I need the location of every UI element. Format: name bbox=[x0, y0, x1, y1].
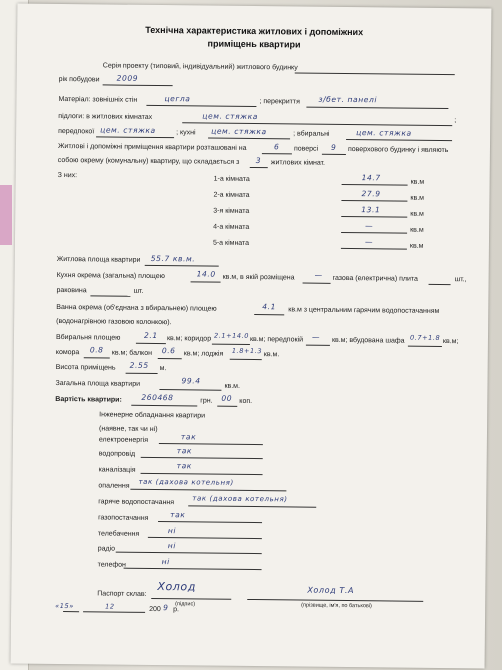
date-year-suffix: р. bbox=[173, 606, 180, 614]
utility-3-line bbox=[141, 473, 263, 475]
room-3-unit: кв.м bbox=[410, 210, 424, 218]
corridor-area-line bbox=[212, 344, 250, 345]
ceilings-label: ; перекриття bbox=[259, 98, 300, 106]
balcony-label: кв.м; балкон bbox=[111, 349, 153, 357]
living-area-line bbox=[145, 265, 219, 267]
utility-3-value: так bbox=[176, 461, 192, 471]
floors-living-value: цем. стяжка bbox=[202, 111, 258, 122]
location-text2: поверсі bbox=[293, 145, 319, 153]
cost-kop-value: 00 bbox=[221, 393, 233, 403]
utility-2-line bbox=[141, 457, 263, 459]
floor-number: 6 bbox=[273, 142, 280, 152]
utility-5-value: так (дахова котельня) bbox=[192, 494, 288, 504]
pantry-area-line bbox=[84, 357, 110, 358]
hall-area-line bbox=[306, 345, 330, 346]
document-page: Технічна характеристика житлових і допоміжних приміщень квартири Серія проекту (типовий, індивідуальний) житлового будинку рік побудови 2009 Матеріал: зовнішніх стін цегла ; перекриття з/бет. панелі підлоги: в житлових кімнатах цем. стяжка ; передпокої цем. стяжка ; кухні цем. стяжка ; вбиральні цем. стяжка Житлові і допоміжні приміщення квартири розташовані на 6 поверсі 9 поверхового будинку і являють собою окрему (комунальну) квартиру, що складається з 3 житлових кімнат. З них: 1-а кімната 14.7 кв.м 2-а кімната 27.9 кв.м 3-я кімната 13.1 кв.м 4-а кімната — кв.м 5-а кімната — кв.м Житлова площа квартири 55.7 кв.м. Кухня окрема (загальна) площею 14.0 кв.м, в якій розміщена — газова (електрична) плита шт., раковина шт. Ванна окрема (об'єднана з вбиральнею) площею 4.1 кв.м з центральним гарячим водопостачанням (водонагрівною газовою колонкою). Вбиральня площею 2.1 кв.м; коридор 2.1+14.0 кв.м; передпокій — кв.м; вбудована шафа 0.7+1.8 кв.м; комора 0.8 кв.м; балкон 0.6 кв.м; лоджія 1.8+1.3 кв.м. Висота приміщень 2.55 м. Загальна площа квартири 99.4 кв.м. Вартість квартири: 260468 грн. 00 коп. Інженерне обладнання квартири (наявне, так чи ні) електроенергія так водопровід так каналізація так опалення так (дахова котельня) гаряче водопостачання так (дахова котельня) газопостачання так телебачення ні радіо ні телефон ні Паспорт склав: Холод (підпис) Холод Т.А (прізвище, ім'я, по батькові) «15» 12 200 9 р. bbox=[11, 4, 492, 669]
wall-material-value: цегла bbox=[164, 94, 191, 104]
room-4-unit: кв.м bbox=[410, 226, 424, 234]
floor-number-line bbox=[262, 153, 292, 154]
loggia-area-line bbox=[230, 359, 262, 360]
living-area-value: 55.7 кв.м. bbox=[150, 253, 196, 264]
utility-4-line bbox=[130, 489, 286, 492]
utility-1-line bbox=[159, 443, 263, 445]
location-text5: житлових кімнат. bbox=[270, 159, 326, 167]
of-them-label: З них: bbox=[57, 171, 78, 180]
cost-line bbox=[131, 405, 197, 407]
signature: Холод bbox=[157, 580, 197, 594]
utility-5-label: гаряче водопостачання bbox=[98, 498, 175, 507]
cost-kop-line bbox=[217, 406, 237, 407]
sink-label: раковина bbox=[56, 286, 87, 295]
cost-unit: грн. bbox=[200, 397, 213, 405]
stove-line bbox=[303, 283, 331, 284]
hallway-line bbox=[96, 136, 174, 138]
room-5-label: 5-а кімната bbox=[212, 239, 250, 247]
utility-8-value: ні bbox=[167, 541, 177, 551]
height-label: Висота приміщень bbox=[55, 363, 116, 372]
utility-9-value: ні bbox=[161, 557, 170, 567]
ceilings-line bbox=[306, 107, 448, 109]
room-1-unit: кв.м bbox=[410, 178, 425, 186]
project-series-line bbox=[295, 72, 455, 75]
bath-area-line bbox=[254, 314, 284, 315]
cost-label: Вартість квартири: bbox=[55, 395, 122, 404]
bathroom-floor-line bbox=[346, 139, 452, 141]
engineering-note: (наявне, так чи ні) bbox=[98, 425, 158, 434]
hallway-label: передпокої bbox=[58, 127, 95, 136]
ceilings-value: з/бет. панелі bbox=[318, 94, 378, 105]
toilet-label: Вбиральня площею bbox=[55, 333, 121, 342]
room-2-value: 27.9 bbox=[361, 189, 381, 199]
rooms-count: 3 bbox=[255, 156, 262, 166]
total-area-value: 99.4 bbox=[181, 376, 201, 386]
signature-name: Холод Т.А bbox=[307, 585, 355, 596]
date-day: «15» bbox=[55, 601, 74, 611]
signature-line bbox=[151, 598, 231, 600]
corridor-label: кв.м; коридор bbox=[166, 335, 212, 343]
total-area-unit: кв.м. bbox=[224, 382, 240, 390]
utility-3-label: каналізація bbox=[98, 466, 136, 474]
kitchen-floor-line bbox=[208, 138, 290, 140]
utility-7-value: ні bbox=[167, 526, 177, 536]
wall-material-label: Матеріал: зовнішніх стін bbox=[58, 95, 138, 104]
height-value: 2.55 bbox=[129, 360, 149, 370]
kitchen-area-text: кв.м, в якій розміщена bbox=[222, 273, 295, 282]
hallway-value: цем. стяжка bbox=[100, 125, 156, 135]
cost-value: 260468 bbox=[141, 392, 174, 403]
utility-5-line bbox=[188, 505, 316, 507]
toilet-area-value: 2.1 bbox=[143, 330, 158, 341]
signature-caption: (підпис) bbox=[175, 601, 196, 608]
room-5-line bbox=[341, 248, 407, 250]
floors-living-line bbox=[182, 122, 452, 126]
utility-8-line bbox=[116, 552, 262, 555]
date-year-prefix: 200 bbox=[149, 605, 161, 614]
closet-label: кв.м; вбудована шафа bbox=[331, 336, 405, 345]
sink-unit: шт. bbox=[133, 287, 144, 295]
stove-count-unit: шт., bbox=[454, 276, 467, 284]
kitchen-floor-label: ; кухні bbox=[176, 129, 196, 137]
doc-title-line2: приміщень квартири bbox=[207, 38, 301, 50]
room-3-label: 3-я кімната bbox=[213, 207, 250, 215]
closet-unit: кв.м; bbox=[442, 338, 459, 346]
utility-6-line bbox=[158, 521, 262, 523]
loggia-area-value: 1.8+1.3 bbox=[231, 346, 263, 356]
room-4-line bbox=[341, 232, 407, 234]
room-5-unit: кв.м bbox=[409, 242, 424, 250]
utility-9-label: телефон bbox=[97, 561, 126, 569]
room-1-line bbox=[342, 184, 408, 186]
stove-count-line bbox=[429, 284, 451, 285]
room-1-value: 14.7 bbox=[361, 173, 381, 183]
engineering-heading: Інженерне обладнання квартири bbox=[99, 411, 206, 420]
corridor-area-value: 2.1+14.0 bbox=[213, 331, 250, 340]
sink-line bbox=[90, 295, 130, 296]
floors-total: 9 bbox=[330, 142, 337, 152]
project-series-label: Серія проекту (типовий, індивідуальний) житлового будинку bbox=[102, 62, 298, 72]
height-line bbox=[126, 373, 158, 374]
kitchen-area-label: Кухня окрема (загальна) площею bbox=[56, 271, 165, 281]
loggia-unit: кв.м. bbox=[263, 351, 280, 359]
hall-label: кв.м; передпокій bbox=[249, 335, 304, 344]
total-area-label: Загальна площа квартири bbox=[55, 379, 141, 388]
room-1-label: 1-а кімната bbox=[213, 175, 250, 183]
living-area-label: Житлова площа квартири bbox=[56, 255, 141, 264]
utility-6-value: так bbox=[170, 510, 186, 520]
pantry-area-value: 0.8 bbox=[89, 345, 104, 355]
height-unit: м. bbox=[159, 365, 167, 373]
kitchen-area-line bbox=[191, 281, 221, 282]
utility-1-label: електроенергія bbox=[98, 436, 149, 444]
toilet-area-line bbox=[136, 343, 166, 344]
pink-tab bbox=[0, 185, 12, 245]
bath-text1: Ванна окрема (об'єднана з вбиральнею) площею bbox=[56, 303, 217, 313]
bath-text3: (водонагрівною газовою колонкою). bbox=[56, 317, 172, 327]
date-month-line bbox=[83, 611, 145, 613]
utility-7-label: телебачення bbox=[97, 530, 140, 538]
floors-total-line bbox=[322, 154, 346, 155]
utility-2-label: водопровід bbox=[98, 450, 136, 458]
utility-7-line bbox=[148, 537, 262, 539]
utility-4-label: опалення bbox=[98, 482, 130, 490]
room-4-value: — bbox=[365, 221, 374, 231]
room-2-unit: кв.м bbox=[410, 194, 425, 202]
room-3-line bbox=[341, 216, 407, 218]
balcony-area-line bbox=[158, 358, 182, 359]
passport-label: Паспорт склав: bbox=[97, 590, 147, 598]
bathroom-floor-label: ; вбиральні bbox=[293, 130, 330, 138]
location-text4: собою окрему (комунальну) квартиру, що складається з bbox=[57, 156, 240, 166]
bath-area-value: 4.1 bbox=[262, 302, 277, 312]
closet-area-value: 0.7+1.8 bbox=[409, 333, 441, 342]
balcony-area-value: 0.6 bbox=[161, 346, 176, 356]
room-4-label: 4-а кімната bbox=[213, 223, 250, 231]
room-3-value: 13.1 bbox=[361, 205, 381, 215]
room-5-value: — bbox=[364, 237, 374, 247]
stove-text: газова (електрична) плита bbox=[332, 274, 418, 283]
utility-9-line bbox=[124, 568, 262, 570]
room-2-line bbox=[341, 200, 407, 202]
utility-2-value: так bbox=[176, 446, 193, 456]
doc-title-line1: Технічна характеристика житлових і допоміжних bbox=[145, 24, 364, 38]
loggia-label: кв.м; лоджія bbox=[183, 350, 224, 358]
date-month: 12 bbox=[105, 602, 115, 611]
total-area-line bbox=[159, 389, 221, 391]
kitchen-area-value: 14.0 bbox=[196, 269, 216, 279]
room-2-label: 2-а кімната bbox=[213, 191, 250, 199]
build-year-label: рік побудови bbox=[58, 75, 100, 84]
utility-1-value: так bbox=[180, 432, 197, 442]
bath-text2: кв.м з центральним гарячим водопостачанням bbox=[288, 306, 440, 315]
wall-material-line bbox=[146, 105, 256, 107]
build-year-line bbox=[103, 84, 173, 86]
rooms-count-line bbox=[250, 167, 268, 168]
date-day-line bbox=[63, 611, 79, 612]
utility-4-value: так (дахова котельня) bbox=[138, 477, 234, 487]
build-year-value: 2009 bbox=[116, 73, 139, 83]
stove-value: — bbox=[314, 270, 323, 280]
name-caption: (прізвище, ім'я, по батькові) bbox=[301, 602, 372, 610]
location-text1: Житлові і допоміжні приміщення квартири розташовані на bbox=[57, 142, 247, 152]
cost-kop-unit: коп. bbox=[239, 397, 253, 406]
hall-area-value: — bbox=[311, 332, 321, 342]
location-text3: поверхового будинку і являють bbox=[347, 146, 449, 155]
date-year-handwritten: 9 bbox=[163, 603, 169, 613]
kitchen-floor-value: цем. стяжка bbox=[211, 126, 267, 137]
floors-living-label: підлоги: в житлових кімнатах bbox=[58, 112, 153, 121]
utility-8-label: радіо bbox=[97, 545, 116, 553]
pantry-label: комора bbox=[55, 348, 80, 357]
utility-6-label: газопостачання bbox=[98, 514, 149, 522]
signature-name-line bbox=[247, 599, 423, 602]
bathroom-floor-value: цем. стяжка bbox=[356, 128, 412, 138]
closet-area-line bbox=[408, 346, 442, 347]
